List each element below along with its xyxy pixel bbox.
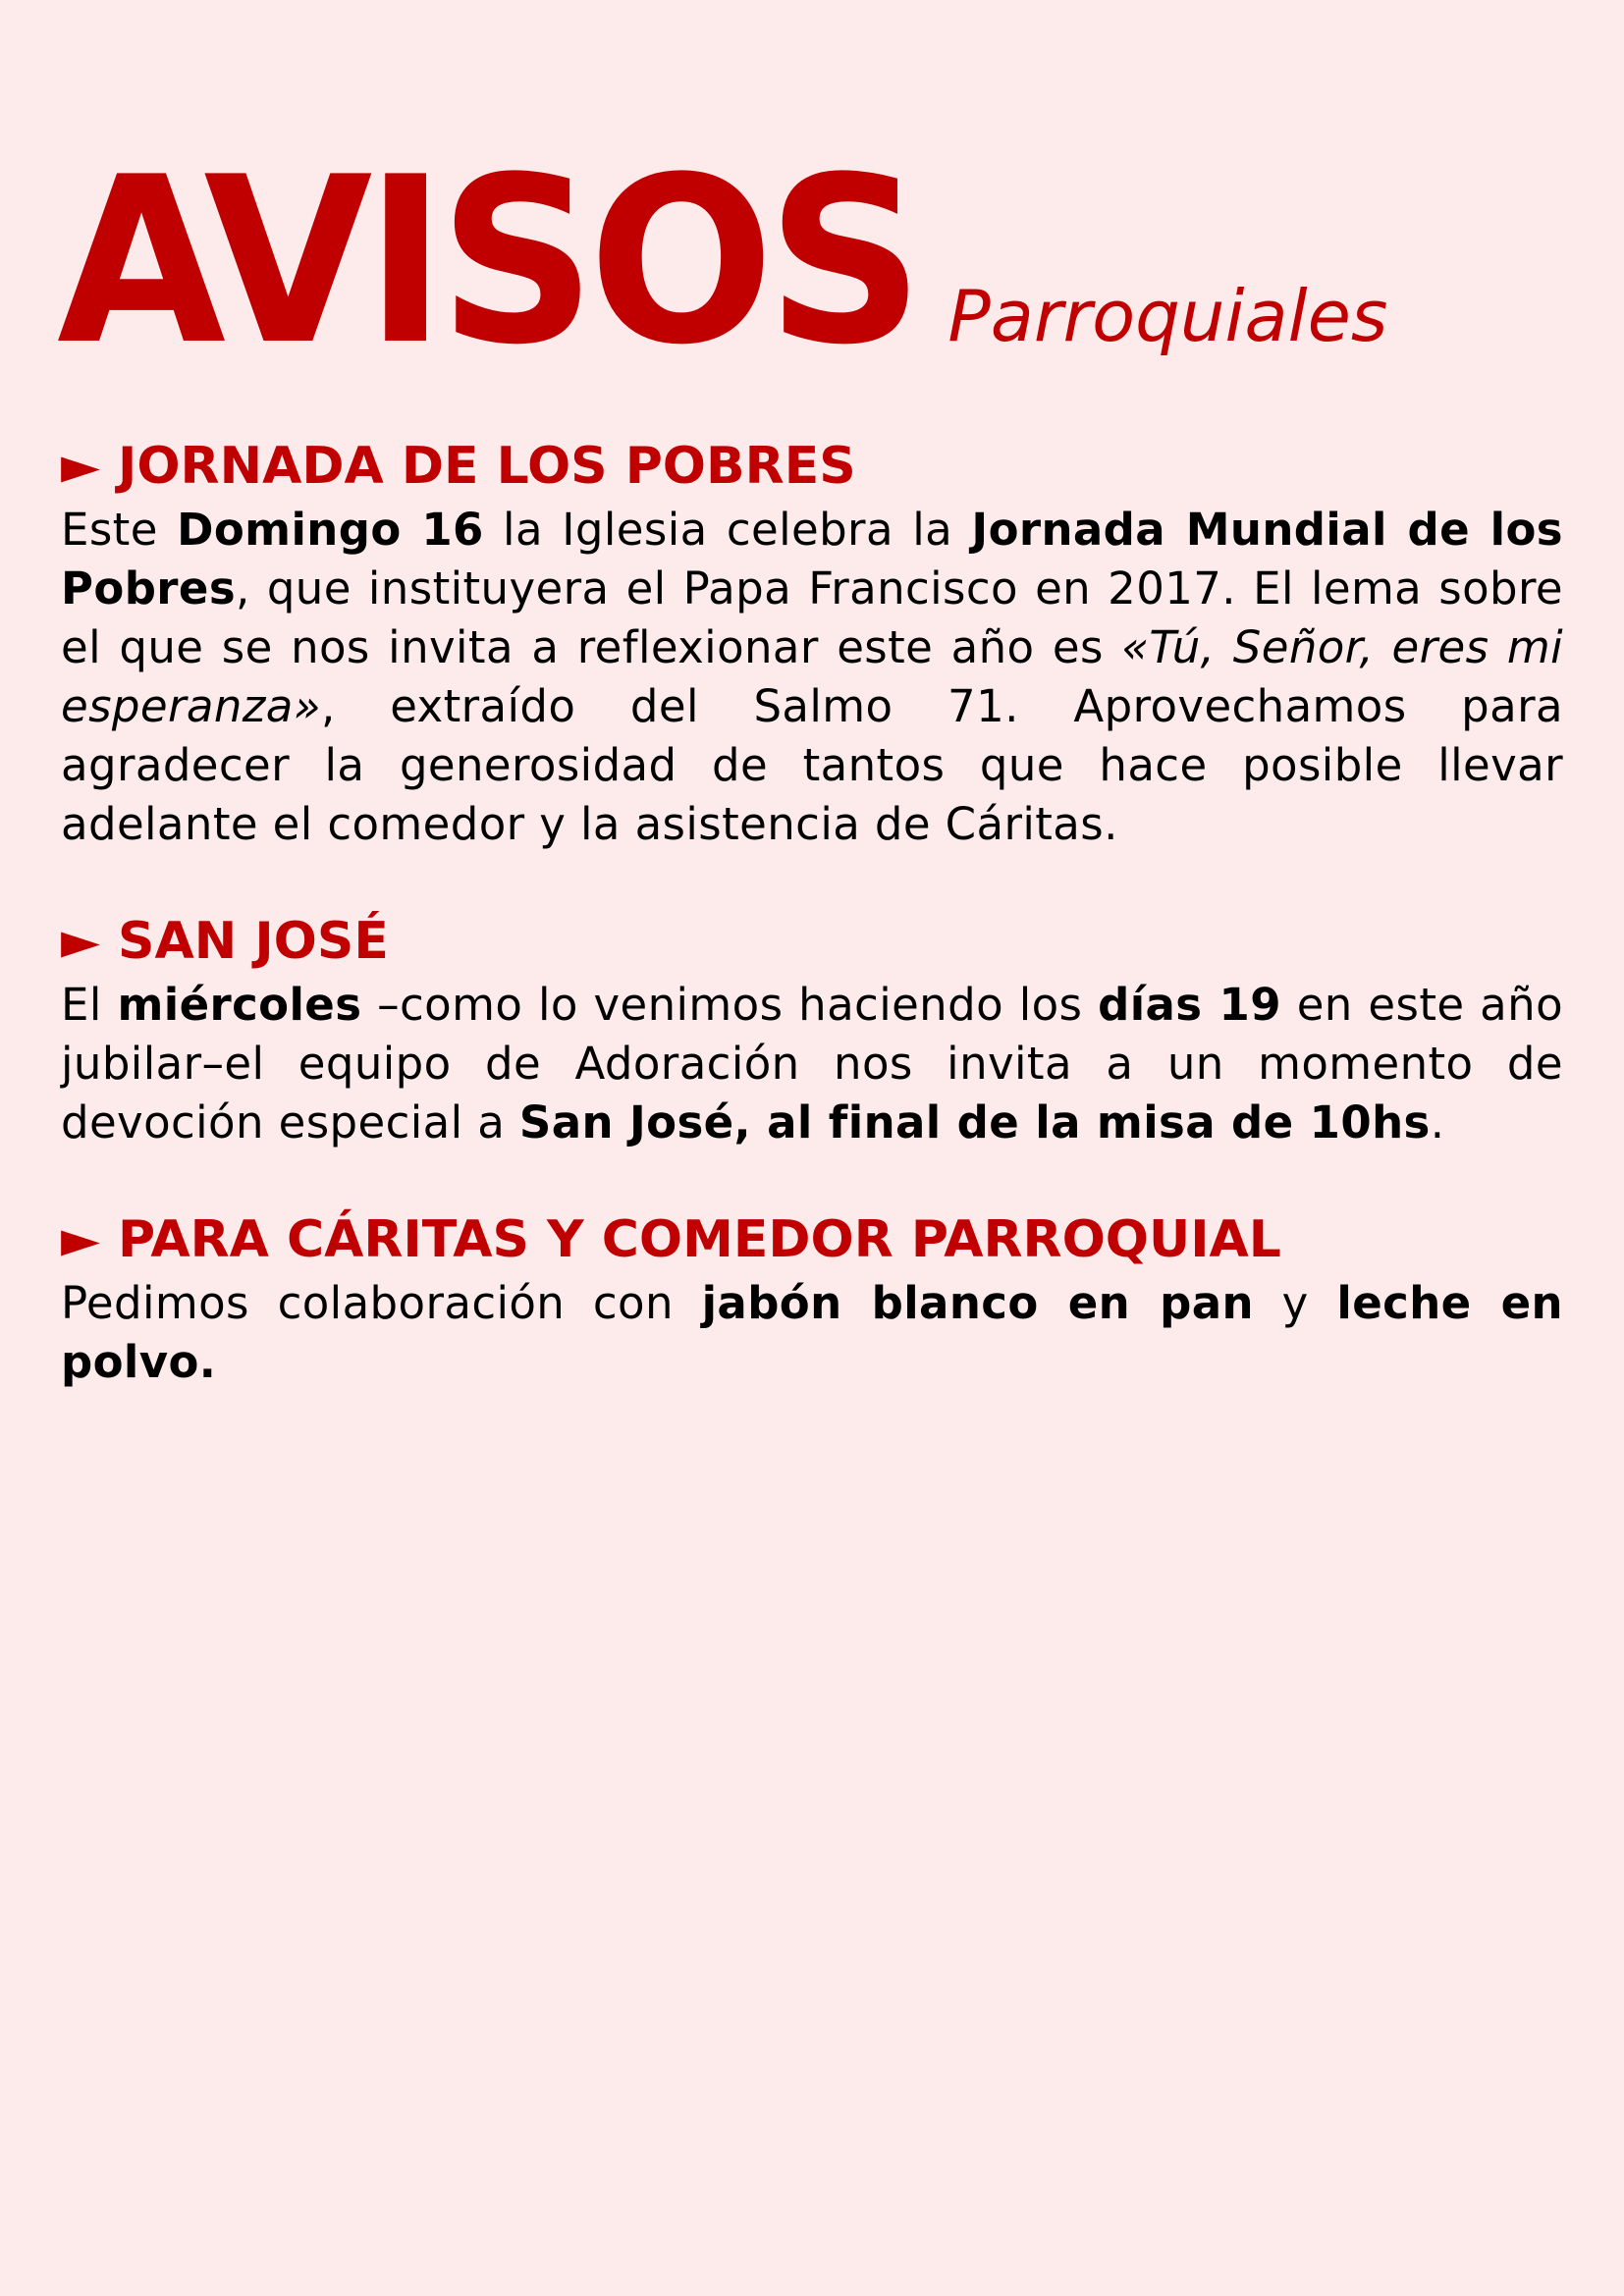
notice-jornada-pobres	[61, 432, 1563, 854]
text-segment: , extraído del Salmo 71. Aprovechamos para agradecer la generosidad de tantos que hace posible llevar adelante el comedor y la asistencia de Cáritas.	[61, 680, 1563, 850]
notice-body	[61, 1274, 1563, 1392]
text-segment: y	[1253, 1277, 1337, 1329]
text-segment-bold: días 19	[1098, 979, 1281, 1031]
text-segment-italic: «Tú, Señor, eres mi esperanza»	[61, 621, 1563, 732]
text-segment: Pedimos colaboración con	[61, 1277, 702, 1329]
masthead	[57, 129, 1388, 396]
text-segment-bold: jabón blanco en pan	[701, 1277, 1254, 1329]
text-segment-bold: Domingo 16	[177, 504, 484, 556]
notice-list	[61, 432, 1563, 1445]
text-segment: Este	[61, 504, 178, 556]
notice-heading	[61, 1205, 1563, 1274]
text-segment-bold: miércoles	[117, 979, 362, 1031]
notice-heading-text: PARA CÁRITAS Y COMEDOR PARROQUIAL	[118, 1210, 1281, 1269]
notice-body	[61, 976, 1563, 1152]
page-subtitle: Parroquiales	[947, 275, 1388, 357]
page-title: AVISOS	[57, 129, 917, 396]
text-segment-bold: leche en polvo.	[61, 1277, 1563, 1388]
text-segment: la Iglesia celebra la	[483, 504, 972, 556]
notice-heading-text: SAN JOSÉ	[118, 912, 389, 971]
notice-heading	[61, 432, 1563, 501]
notice-san-jose	[61, 907, 1563, 1152]
right-pointing-triangle-icon: ►	[61, 912, 100, 971]
text-segment: –como lo venimos haciendo los	[361, 979, 1099, 1031]
notice-heading	[61, 907, 1563, 976]
text-segment: en este año jubilar–el equipo de Adoración nos invita a un momento de devoción especial a	[61, 979, 1563, 1148]
text-segment-bold: San José, al final de la misa de 10hs	[518, 1096, 1431, 1148]
notice-heading-text: JORNADA DE LOS POBRES	[118, 437, 856, 496]
notice-caritas-comedor	[61, 1205, 1563, 1392]
right-pointing-triangle-icon: ►	[61, 1210, 100, 1269]
text-segment: .	[1430, 1096, 1445, 1148]
text-segment: El	[61, 979, 118, 1031]
notice-body	[61, 501, 1563, 854]
text-segment-bold: Jornada Mundial de los Pobres	[61, 504, 1563, 614]
text-segment: , que instituyera el Papa Francisco en 2017. El lema sobre el que se nos invita a reflexionar este año es	[61, 562, 1563, 673]
right-pointing-triangle-icon: ►	[61, 437, 100, 496]
